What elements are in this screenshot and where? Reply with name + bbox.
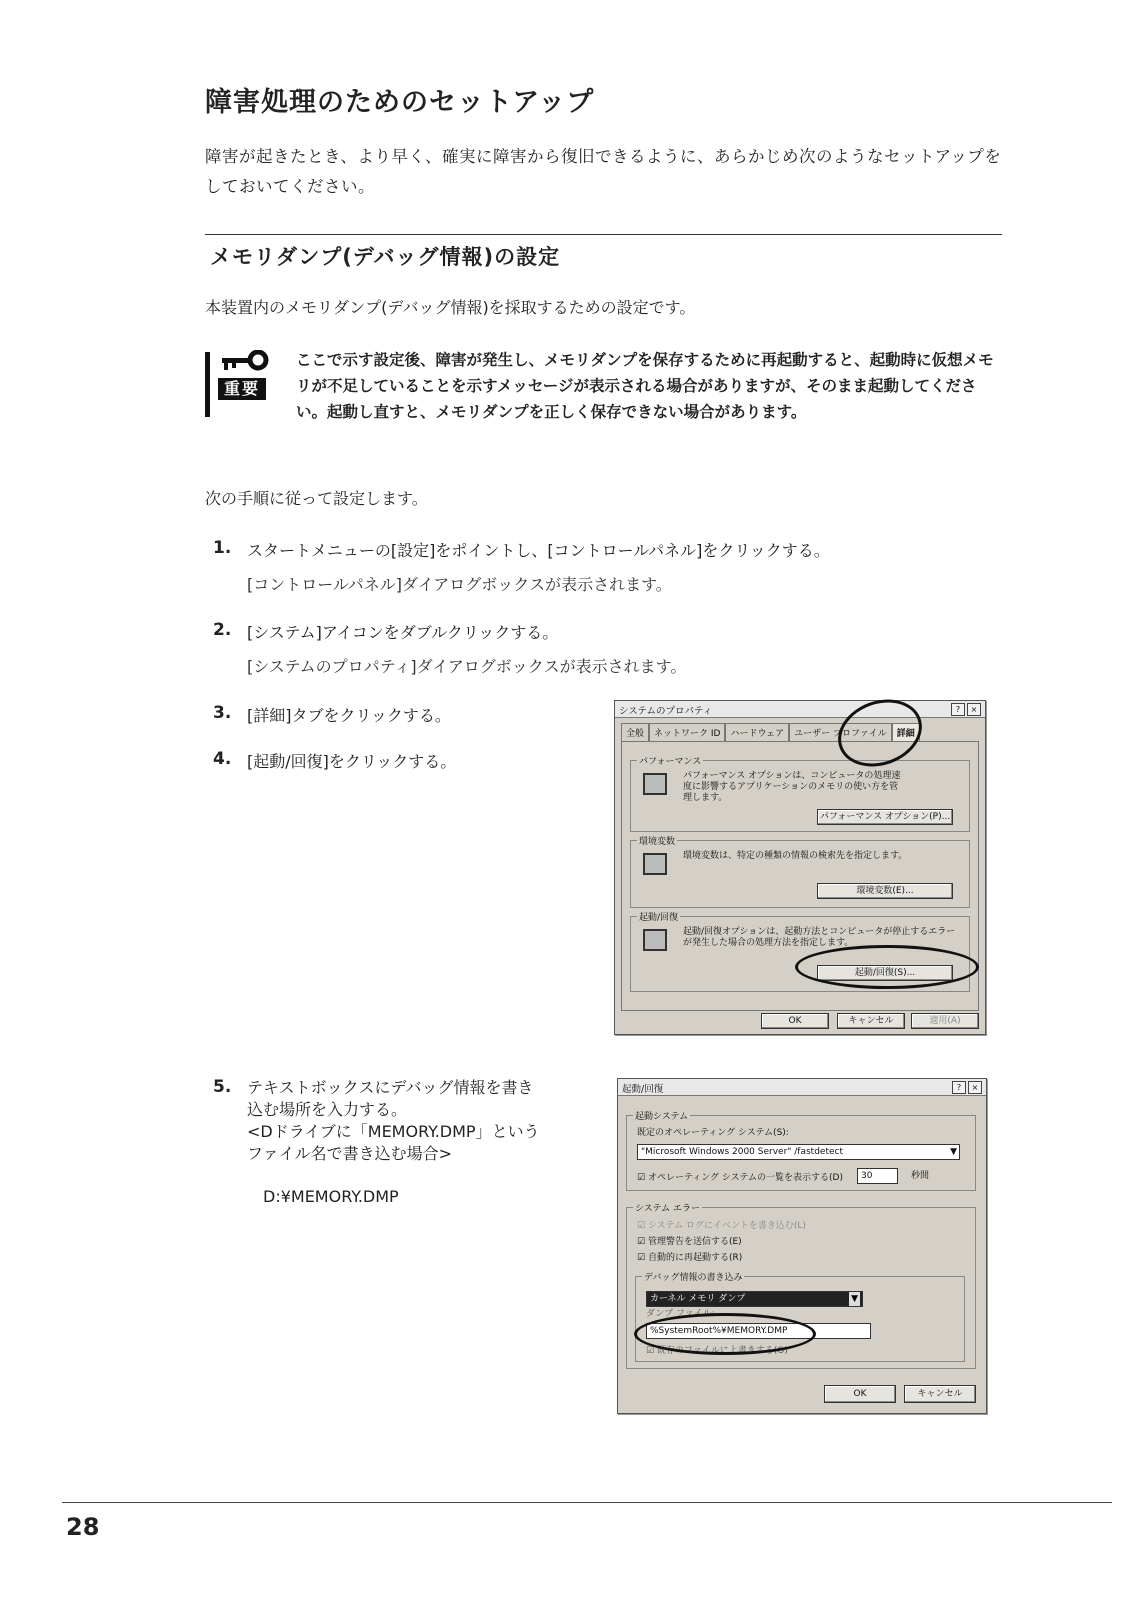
performance-text: パフォーマンス オプションは、コンピュータの処理速度に影響するアプリケーションのメモリの使い方を管理します。 bbox=[683, 771, 901, 803]
highlight-circle-dump-file bbox=[634, 1313, 816, 1355]
show-os-list-label: オペレーティング システムの一覧を表示する(D) bbox=[647, 1173, 843, 1183]
environment-icon bbox=[643, 853, 667, 875]
show-os-list-checkbox[interactable]: ☑ オペレーティング システムの一覧を表示する(D) bbox=[637, 1173, 843, 1183]
step-5-line-2: 込む場所を入力する。 bbox=[247, 1100, 408, 1119]
note-text: ここで示す設定後、障害が発生し、メモリダンプを保存するために再起動すると、起動時に仮想メモリが不足していることを示すメッセージが表示される場合がありますが、そのまま起動してください。起動し直すと、メモリダンプを正しく保存できない場合があります。 bbox=[296, 351, 994, 421]
cancel-button[interactable]: キャンセル bbox=[837, 1013, 905, 1029]
system-properties-dialog bbox=[614, 700, 986, 1035]
step-5-line-3: <Dドライブに「MEMORY.DMP」という bbox=[247, 1122, 540, 1141]
step-5-text bbox=[247, 1077, 540, 1165]
step-5-line-4: ファイル名で書き込む場合> bbox=[247, 1144, 453, 1163]
step-2-number: 2. bbox=[213, 620, 232, 640]
system-startup-label: 起動システム bbox=[633, 1109, 690, 1122]
dialog2-title: 起動/回復 bbox=[622, 1084, 664, 1095]
overwrite-checkbox[interactable]: ☑ 既存のファイルに上書きする(O) bbox=[646, 1346, 788, 1356]
environment-text: 環境変数は、特定の種類の情報の検索先を指定します。 bbox=[683, 851, 908, 861]
apply-button[interactable]: 適用(A) bbox=[911, 1013, 979, 1029]
seconds-unit: 秒間 bbox=[911, 1171, 930, 1181]
important-badge: 重要 bbox=[218, 378, 266, 400]
performance-group bbox=[630, 757, 970, 832]
section-divider bbox=[205, 234, 1002, 235]
send-alert-checkbox[interactable]: ☑ 管理警告を送信する(E) bbox=[637, 1237, 742, 1247]
step-2-sub: [システムのプロパティ]ダイアログボックスが表示されます。 bbox=[247, 657, 687, 676]
chevron-down-icon: ▼ bbox=[950, 1147, 957, 1157]
note-bar bbox=[205, 352, 210, 417]
write-event-checkbox[interactable]: ☑ システム ログにイベントを書き込む(L) bbox=[637, 1221, 806, 1231]
step-3-text: [詳細]タブをクリックする。 bbox=[247, 706, 451, 725]
debug-type-select[interactable] bbox=[646, 1291, 863, 1307]
step-1-text: スタートメニューの[設定]をポイントし、[コントロールパネル]をクリックする。 bbox=[247, 541, 830, 560]
ok-button[interactable]: OK bbox=[824, 1385, 896, 1403]
section-heading: メモリダンプ(デバッグ情報)の設定 bbox=[210, 245, 561, 269]
performance-label: パフォーマンス bbox=[637, 754, 703, 767]
default-os-label: 既定のオペレーティング システム(S): bbox=[637, 1128, 789, 1138]
close-button[interactable]: × bbox=[968, 1081, 982, 1094]
tab-advanced[interactable]: 詳細 bbox=[892, 723, 920, 741]
performance-options-button[interactable]: パフォーマンス オプション(P)... bbox=[817, 809, 953, 825]
startup-recovery-text: 起動/回復オプションは、起動方法とコンピュータが停止するエラーが発生した場合の処理方法を指定します。 bbox=[683, 927, 956, 948]
step-5-line-1: テキストボックスにデバッグ情報を書き bbox=[247, 1078, 534, 1097]
dump-path-example: D:¥MEMORY.DMP bbox=[263, 1187, 399, 1206]
page-title: 障害処理のためのセットアップ bbox=[205, 87, 595, 118]
page-number: 28 bbox=[66, 1513, 100, 1541]
ok-button[interactable]: OK bbox=[761, 1013, 829, 1029]
help-button[interactable]: ? bbox=[951, 703, 965, 716]
dump-file-label: ダンプ ファイル: bbox=[646, 1309, 715, 1319]
startup-recovery-icon bbox=[643, 929, 667, 951]
environment-variables-button[interactable]: 環境変数(E)... bbox=[817, 883, 953, 899]
section-intro: 本装置内のメモリダンプ(デバッグ情報)を採取するための設定です。 bbox=[205, 298, 696, 317]
step-1-sub: [コントロールパネル]ダイアログボックスが表示されます。 bbox=[247, 575, 672, 594]
environment-label: 環境変数 bbox=[637, 834, 677, 847]
overwrite-label: 既存のファイルに上書きする(O) bbox=[656, 1346, 788, 1356]
chevron-down-icon: ▼ bbox=[851, 1294, 858, 1304]
dump-file-input[interactable]: %SystemRoot%¥MEMORY.DMP bbox=[646, 1323, 871, 1339]
cancel-button[interactable]: キャンセル bbox=[904, 1385, 976, 1403]
system-startup-group bbox=[626, 1112, 976, 1191]
system-error-label: システム エラー bbox=[633, 1201, 702, 1214]
debug-info-label: デバッグ情報の書き込み bbox=[642, 1270, 744, 1283]
startup-recovery-button[interactable]: 起動/回復(S)... bbox=[817, 965, 953, 981]
dialog-titlebar bbox=[615, 701, 985, 718]
step-3-number: 3. bbox=[213, 703, 232, 723]
step-4-text: [起動/回復]をクリックする。 bbox=[247, 752, 457, 771]
footer-divider bbox=[62, 1502, 1112, 1503]
tab-general[interactable]: 全般 bbox=[621, 723, 649, 741]
tab-network-id[interactable]: ネットワーク ID bbox=[649, 723, 725, 741]
steps-intro: 次の手順に従って設定します。 bbox=[205, 489, 428, 508]
help-button[interactable]: ? bbox=[952, 1081, 966, 1094]
auto-reboot-checkbox[interactable]: ☑ 自動的に再起動する(R) bbox=[637, 1253, 743, 1263]
default-os-select[interactable] bbox=[637, 1144, 960, 1160]
startup-recovery-dialog bbox=[617, 1078, 987, 1414]
close-button[interactable]: × bbox=[967, 703, 981, 716]
step-5-number: 5. bbox=[213, 1077, 232, 1097]
startup-recovery-label: 起動/回復 bbox=[637, 910, 680, 923]
debug-type-value: カーネル メモリ ダンプ bbox=[650, 1294, 746, 1304]
step-1-number: 1. bbox=[213, 538, 232, 558]
dialog-title: システムのプロパティ bbox=[619, 706, 713, 717]
tab-user-profiles[interactable]: ユーザー プロファイル bbox=[789, 723, 892, 741]
highlight-circle-startup-button bbox=[795, 945, 979, 989]
dialog2-titlebar bbox=[618, 1079, 986, 1096]
tab-hardware[interactable]: ハードウェア bbox=[725, 723, 789, 741]
environment-group bbox=[630, 837, 970, 908]
step-2-text: [システム]アイコンをダブルクリックする。 bbox=[247, 623, 559, 642]
write-event-label: システム ログにイベントを書き込む(L) bbox=[647, 1221, 806, 1231]
auto-reboot-label: 自動的に再起動する(R) bbox=[647, 1253, 743, 1263]
key-icon bbox=[218, 350, 270, 374]
performance-icon bbox=[643, 773, 667, 795]
lead-paragraph: 障害が起きたとき、より早く、確実に障害から復旧できるように、あらかじめ次のようなセットアップをしておいてください。 bbox=[205, 147, 1002, 196]
default-os-value: "Microsoft Windows 2000 Server" /fastdetect bbox=[641, 1147, 843, 1157]
send-alert-label: 管理警告を送信する(E) bbox=[647, 1237, 742, 1247]
step-4-number: 4. bbox=[213, 749, 232, 769]
seconds-input[interactable]: 30 bbox=[857, 1168, 898, 1184]
